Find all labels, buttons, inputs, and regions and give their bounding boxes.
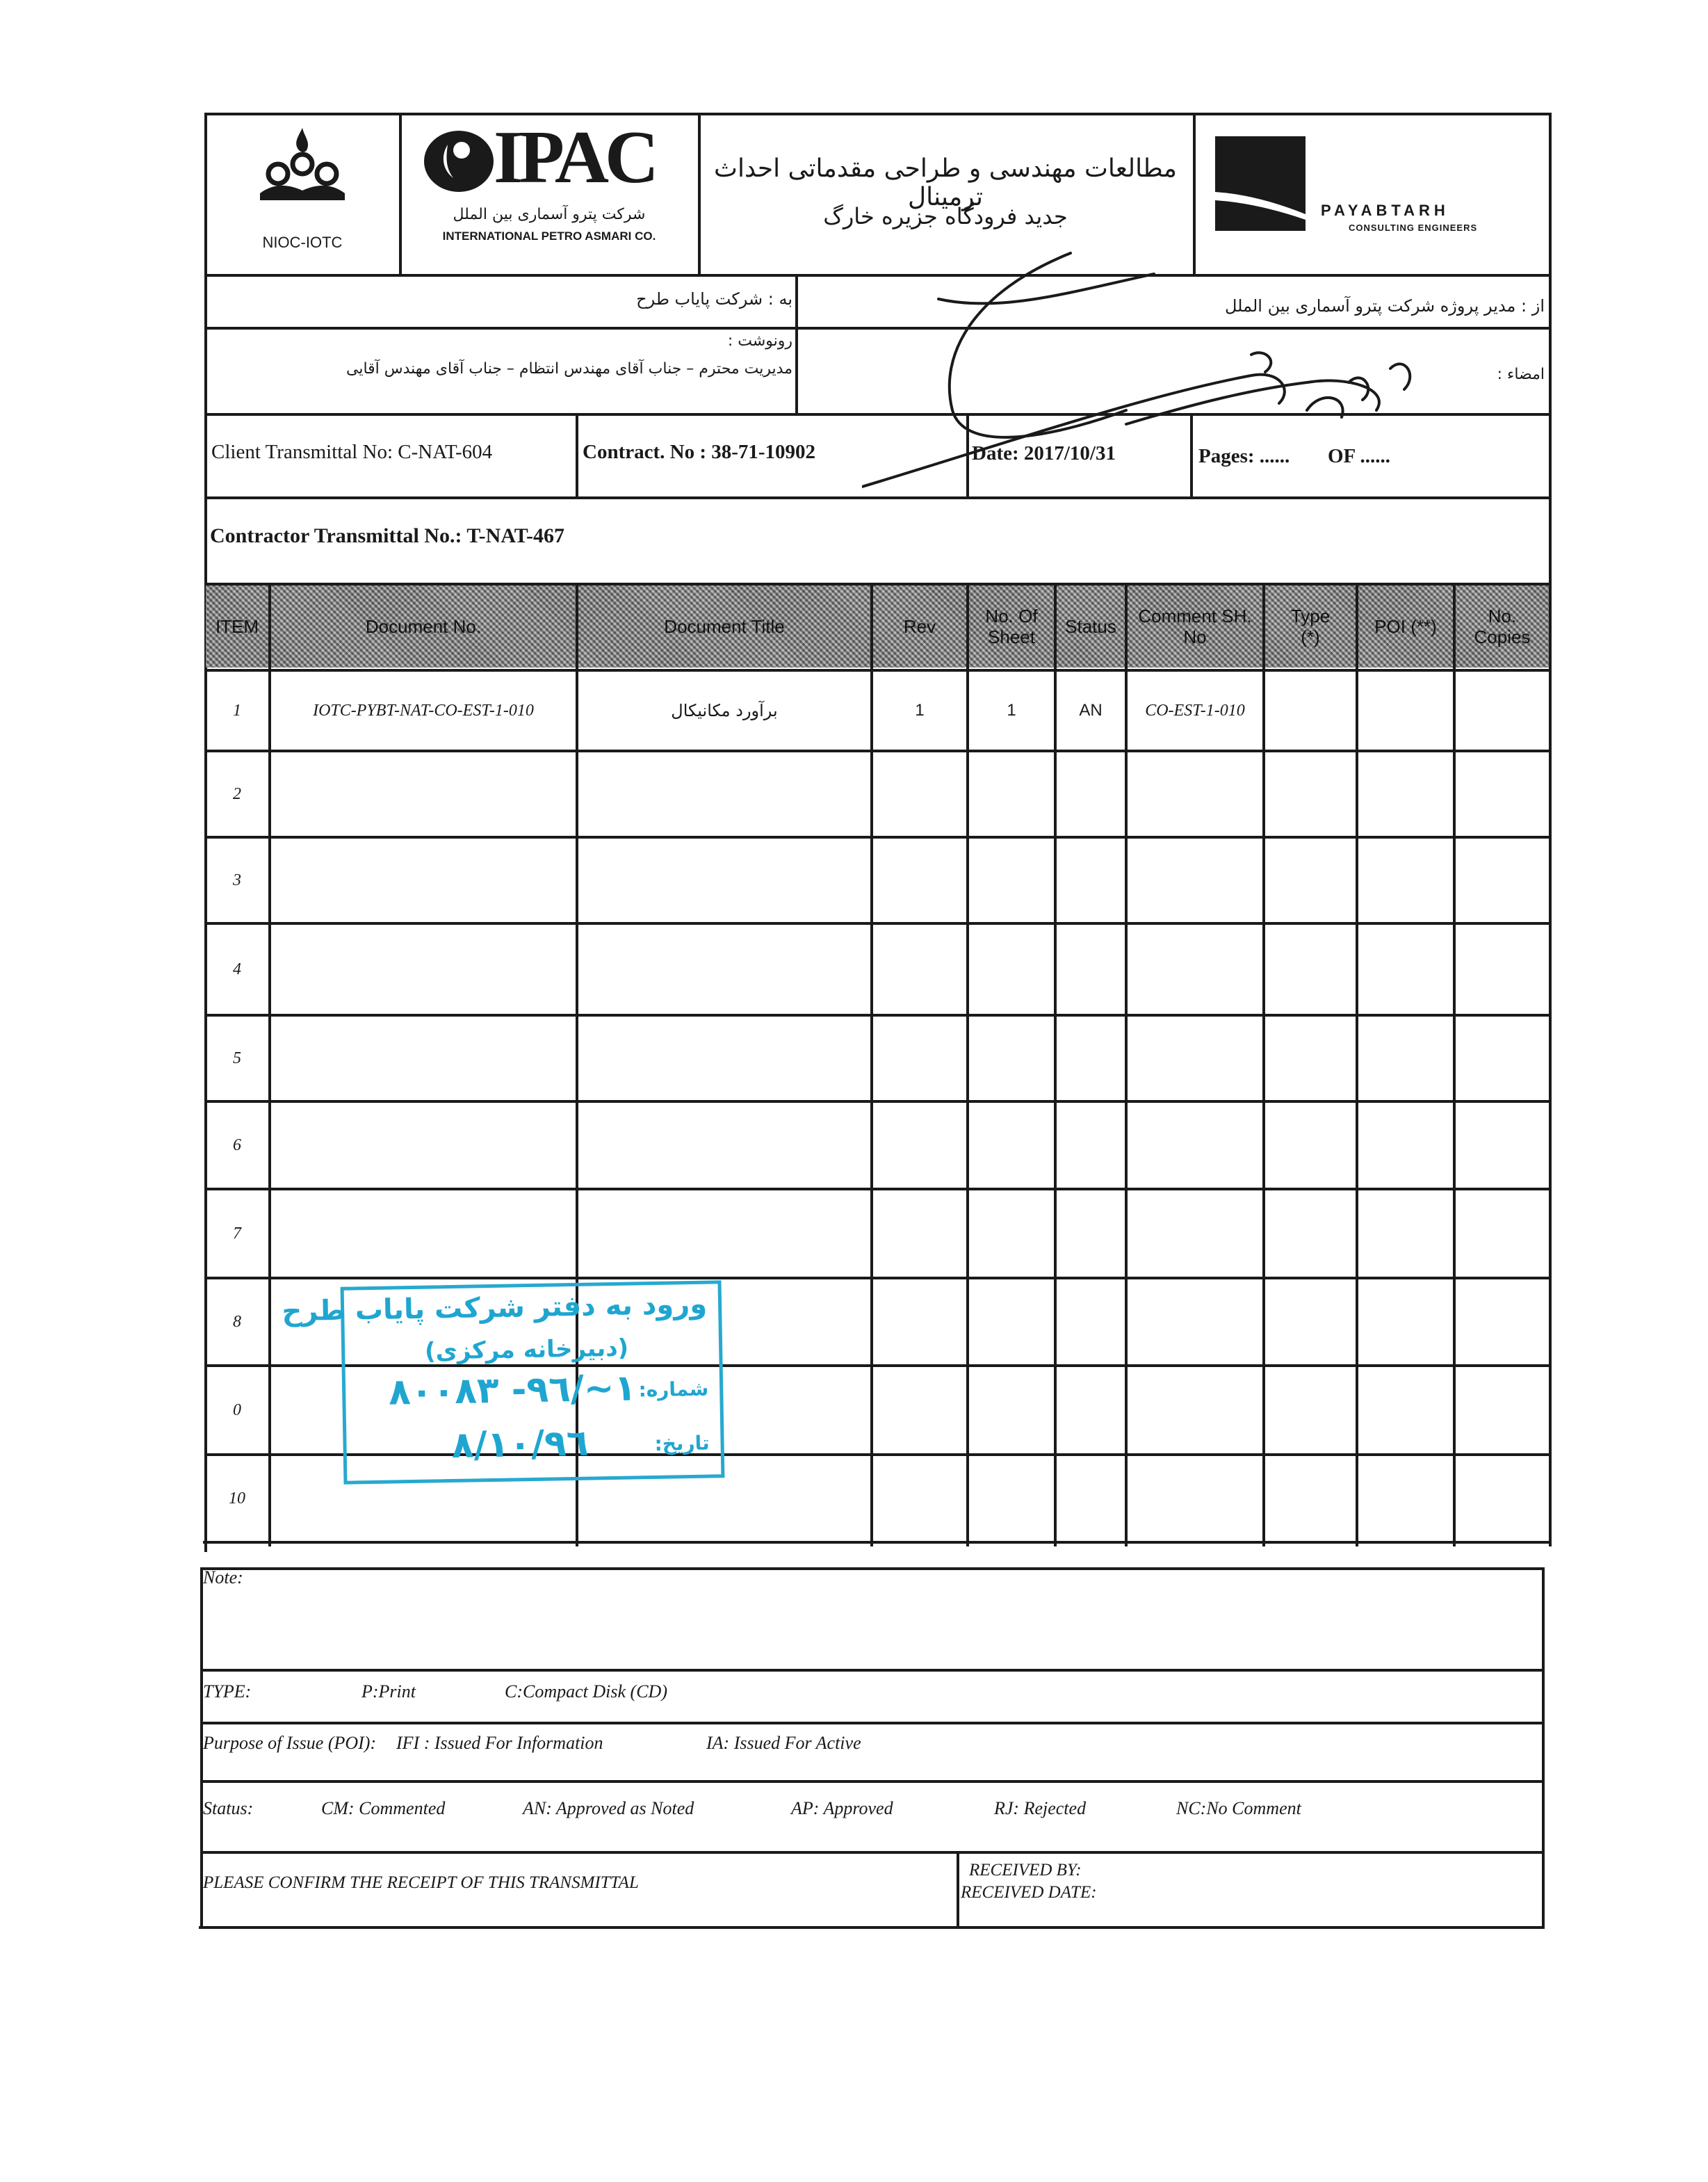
- row-item: 1: [233, 701, 241, 720]
- cc-label: رونوشت :: [727, 332, 792, 350]
- row-item: 6: [233, 1136, 241, 1154]
- col-header-item: ITEM: [215, 616, 259, 637]
- stamp-line1: ورود به دفتر شرکت پایاب طرح: [282, 1288, 708, 1328]
- stamp-date-label: تاریخ:: [654, 1431, 710, 1455]
- receipt-stamp: [282, 1280, 725, 1485]
- payabtarh-name: PAYABTARH: [1321, 202, 1449, 219]
- project-title-line2: جدید فرودگاه جزیره خارگ: [823, 203, 1068, 229]
- status-label: Status:: [203, 1798, 254, 1818]
- ipac-logo-text: IPAC: [494, 116, 655, 199]
- status-rj: RJ: Rejected: [994, 1798, 1087, 1818]
- row-item: 4: [233, 960, 241, 978]
- cc-value: مدیریت محترم – جناب آقای مهندس انتظام – جناب آقای مهندس آقایی: [345, 360, 792, 378]
- from-label: از : مدیر پروژه شرکت پترو آسماری بین الملل: [1224, 296, 1545, 316]
- stamp-number-value: ۱~/۹٦- ۸۰۰۸۳: [388, 1367, 637, 1414]
- row-comment-sh: CO-EST-1-010: [1145, 701, 1245, 720]
- col-header-type: Type (*): [1290, 606, 1331, 647]
- stamp-number-label: شماره:: [638, 1377, 709, 1402]
- poi-ifi: IFI : Issued For Information: [396, 1733, 603, 1753]
- signature-label: امضاء :: [1497, 366, 1545, 383]
- row-item: 10: [229, 1489, 245, 1508]
- contract-no: Contract. No : 38-71-10902: [583, 441, 816, 463]
- ipac-name-en: INTERNATIONAL PETRO ASMARI CO.: [442, 229, 656, 243]
- confirm-receipt: PLEASE CONFIRM THE RECEIPT OF THIS TRANSMITTAL: [203, 1873, 639, 1892]
- row-item: 0: [233, 1400, 241, 1419]
- ipac-name-fa: شرکت پترو آسماری بین الملل: [453, 206, 646, 223]
- status-an: AN: Approved as Noted: [523, 1798, 694, 1818]
- col-header-document-no: Document No.: [365, 616, 482, 637]
- poi-ia: IA: Issued For Active: [706, 1733, 861, 1753]
- project-title-line1: مطالعات مهندسی و طراحی مقدماتی احداث ترمینال: [714, 154, 1177, 211]
- row-item: 5: [233, 1049, 241, 1067]
- payabtarh-sub: CONSULTING ENGINEERS: [1349, 223, 1478, 233]
- row-item: 2: [233, 784, 241, 803]
- payabtarh-logo: [1215, 136, 1306, 231]
- of-label: OF ......: [1328, 445, 1390, 467]
- row-document-no: IOTC-PYBT-NAT-CO-EST-1-010: [313, 701, 534, 720]
- stamp-date-value: ۹٦/۸/۱۰: [451, 1422, 589, 1467]
- status-nc: NC:No Comment: [1176, 1798, 1301, 1818]
- to-label: به : شرکت پایاب طرح: [636, 289, 792, 309]
- stamp-line2: (دبیرخانه مرکزی): [424, 1334, 629, 1366]
- type-cd: C:Compact Disk (CD): [505, 1681, 667, 1702]
- note-label: Note:: [203, 1567, 243, 1587]
- transmittal-date: Date: 2017/10/31: [972, 442, 1116, 464]
- row-sheets: 1: [1007, 701, 1016, 720]
- row-item: 8: [233, 1312, 241, 1331]
- status-cm: CM: Commented: [321, 1798, 446, 1818]
- col-header-no-of-sheet: No. Of Sheet: [985, 606, 1038, 647]
- nioc-logo: [250, 124, 355, 207]
- row-item: 3: [233, 871, 241, 889]
- poi-label: Purpose of Issue (POI):: [203, 1733, 377, 1753]
- type-print: P:Print: [361, 1681, 416, 1702]
- col-header-document-title: Document Title: [664, 616, 785, 637]
- row-document-title: برآورد مکانیکال: [671, 701, 778, 720]
- row-rev: 1: [915, 701, 925, 720]
- pages-label: Pages: ......: [1198, 445, 1290, 467]
- col-header-comment-sh: Comment SH. No: [1138, 606, 1252, 647]
- nioc-logo-label: NIOC-IOTC: [262, 234, 343, 251]
- col-header-copies: No. Copies: [1474, 606, 1531, 647]
- status-ap: AP: Approved: [791, 1798, 893, 1818]
- type-label: TYPE:: [203, 1681, 252, 1702]
- row-item: 7: [233, 1224, 241, 1243]
- client-transmittal: Client Transmittal No: C-NAT-604: [211, 441, 493, 463]
- col-header-status: Status: [1065, 616, 1116, 637]
- row-status: AN: [1079, 701, 1103, 720]
- col-header-poi: POI (**): [1374, 616, 1437, 637]
- received-date: RECEIVED DATE:: [961, 1883, 1097, 1902]
- received-by: RECEIVED BY:: [969, 1861, 1082, 1880]
- contractor-transmittal: Contractor Transmittal No.: T-NAT-467: [210, 524, 564, 547]
- col-header-rev: Rev: [903, 616, 936, 637]
